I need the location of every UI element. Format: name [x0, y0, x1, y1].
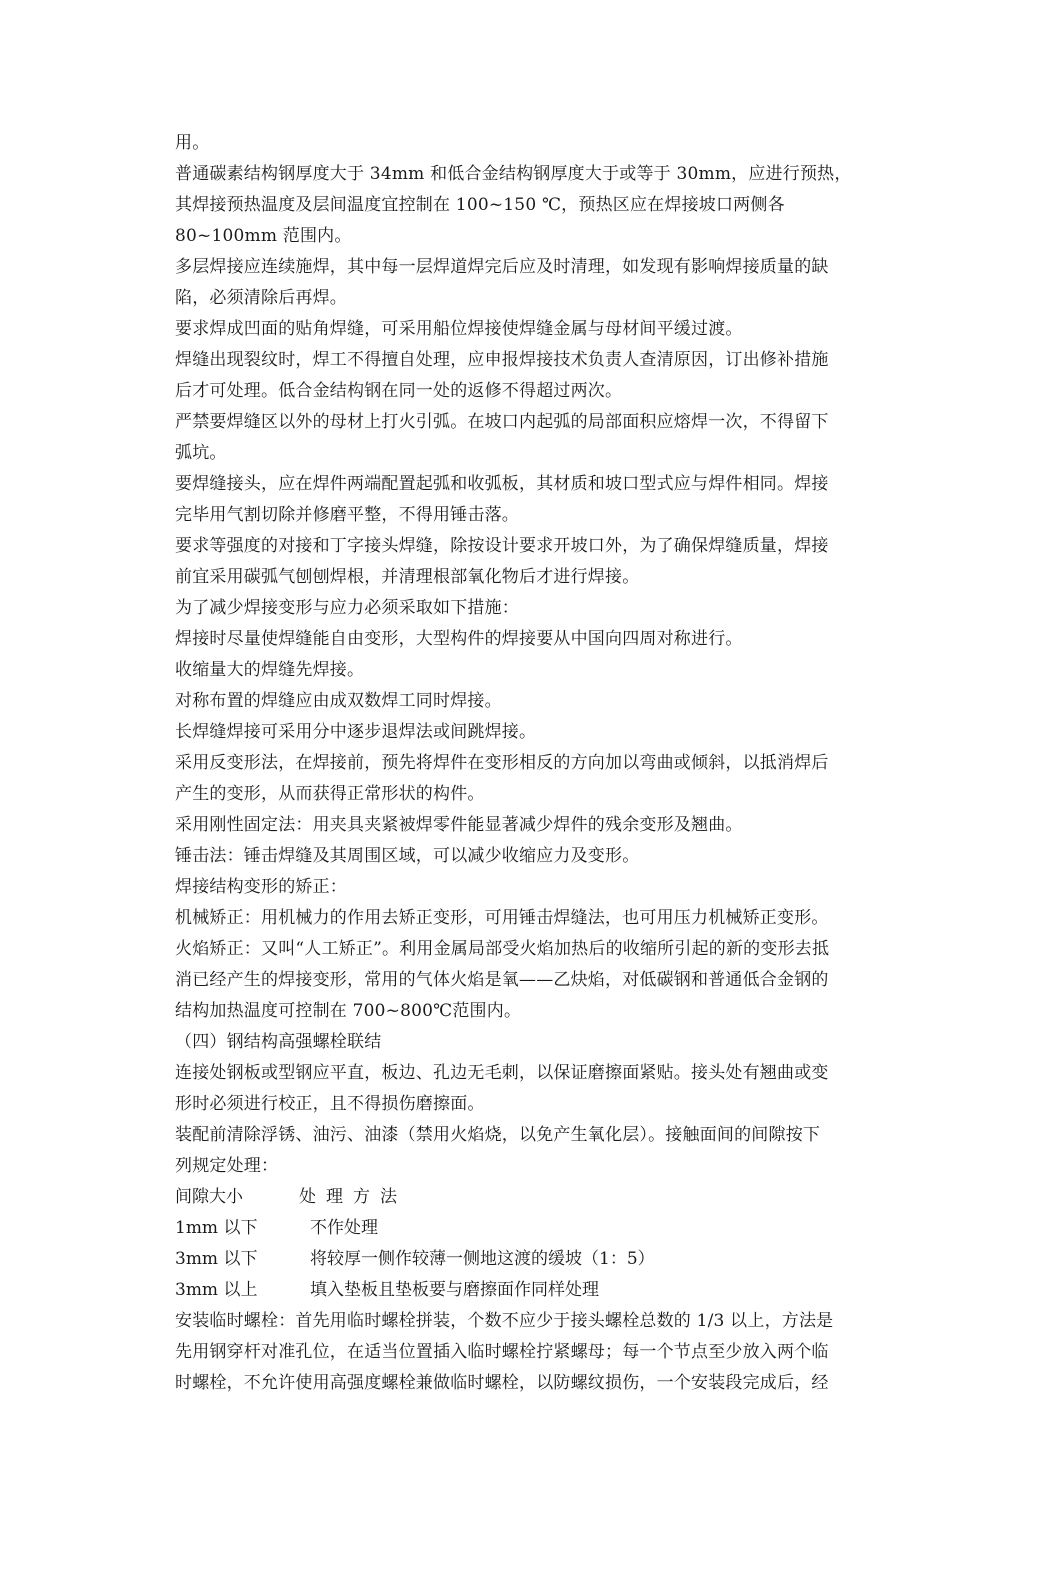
- text-line: 普通碳素结构钢厚度大于 34mm 和低合金结构钢厚度大于或等于 30mm，应进行预热，: [175, 164, 852, 184]
- text-line: 要焊缝接头，应在焊件两端配置起弧和收弧板，其材质和坡口型式应与焊件相同。焊接: [175, 474, 829, 494]
- text-line: 对称布置的焊缝应由成双数焊工同时焊接。: [175, 691, 502, 711]
- body-text: [175, 128, 875, 1182]
- method-header: 处理方法: [299, 1187, 407, 1207]
- text-line: 先用钢穿杆对准孔位，在适当位置插入临时螺栓拧紧螺母；每一个节点至少放入两个临: [175, 1342, 829, 1362]
- text-line: 要求等强度的对接和丁字接头焊缝，除按设计要求开坡口外，为了确保焊缝质量，焊接: [175, 536, 829, 556]
- text-line: 形时必须进行校正，且不得损伤磨擦面。: [175, 1094, 485, 1114]
- gap-size: 3mm 以上: [175, 1280, 258, 1300]
- text-line: 80~100mm 范围内。: [175, 226, 352, 246]
- treatment-method: 将较厚一侧作较薄一侧地这渡的缓坡（1：5）: [310, 1249, 655, 1269]
- text-line: 后才可处理。低合金结构钢在同一处的返修不得超过两次。: [175, 381, 623, 401]
- gap-size-header: 间隙大小: [175, 1187, 243, 1207]
- treatment-method: 填入垫板且垫板要与磨擦面作同样处理: [310, 1280, 599, 1300]
- gap-table-row: [175, 1244, 875, 1275]
- text-line: 其焊接预热温度及层间温度宜控制在 100~150 ℃，预热区应在焊接坡口两侧各: [175, 195, 785, 215]
- text-line: 多层焊接应连续施焊，其中每一层焊道焊完后应及时清理，如发现有影响焊接质量的缺: [175, 257, 829, 277]
- text-line: 列规定处理：: [175, 1156, 279, 1176]
- text-line: 严禁要焊缝区以外的母材上打火引弧。在坡口内起弧的局部面积应熔焊一次，不得留下: [175, 412, 829, 432]
- text-line: 前宜采用碳弧气刨刨焊根，并清理根部氧化物后才进行焊接。: [175, 567, 640, 587]
- text-line: 要求焊成凹面的贴角焊缝，可采用船位焊接使焊缝金属与母材间平缓过渡。: [175, 319, 743, 339]
- text-line: 收缩量大的焊缝先焊接。: [175, 660, 365, 680]
- gap-table-row: [175, 1213, 875, 1244]
- text-line: 长焊缝焊接可采用分中逐步退焊法或间跳焊接。: [175, 722, 537, 742]
- text-line: 弧坑。: [175, 443, 227, 463]
- text-line: 焊接时尽量使焊缝能自由变形，大型构件的焊接要从中国向四周对称进行。: [175, 629, 743, 649]
- text-line: 焊接结构变形的矫正：: [175, 877, 347, 897]
- text-line: 为了减少焊接变形与应力必须采取如下措施：: [175, 598, 519, 618]
- gap-table-header: [175, 1182, 875, 1213]
- gap-table: [175, 1182, 875, 1306]
- document-page: [175, 128, 875, 1399]
- text-line: 结构加热温度可控制在 700~800℃范围内。: [175, 1001, 522, 1021]
- text-line: 完毕用气割切除并修磨平整，不得用锤击落。: [175, 505, 519, 525]
- gap-size: 1mm 以下: [175, 1218, 258, 1238]
- text-line: 焊缝出现裂纹时，焊工不得擅自处理，应申报焊接技术负责人查清原因，订出修补措施: [175, 350, 829, 370]
- text-line: 采用刚性固定法：用夹具夹紧被焊零件能显著减少焊件的残余变形及翘曲。: [175, 815, 743, 835]
- text-line: 锤击法：锤击焊缝及其周围区域，可以减少收缩应力及变形。: [175, 846, 640, 866]
- text-line: 连接处钢板或型钢应平直，板边、孔边无毛刺，以保证磨擦面紧贴。接头处有翘曲或变: [175, 1063, 829, 1083]
- text-line: （四）钢结构高强螺栓联结: [175, 1032, 382, 1052]
- text-line: 安装临时螺栓：首先用临时螺栓拼装，个数不应少于接头螺栓总数的 1/3 以上，方法是: [175, 1311, 834, 1331]
- text-line: 采用反变形法，在焊接前，预先将焊件在变形相反的方向加以弯曲或倾斜，以抵消焊后: [175, 753, 829, 773]
- text-line: 陷，必须清除后再焊。: [175, 288, 347, 308]
- body-text-continued: [175, 1306, 875, 1399]
- text-line: 机械矫正：用机械力的作用去矫正变形，可用锤击焊缝法，也可用压力机械矫正变形。: [175, 908, 829, 928]
- text-line: 火焰矫正：又叫“人工矫正”。利用金属局部受火焰加热后的收缩所引起的新的变形去抵: [175, 939, 830, 959]
- gap-table-row: [175, 1275, 875, 1306]
- gap-size: 3mm 以下: [175, 1249, 258, 1269]
- treatment-method: 不作处理: [310, 1218, 378, 1238]
- text-line: 装配前清除浮锈、油污、油漆（禁用火焰烧，以免产生氧化层）。接触面间的间隙按下: [175, 1125, 821, 1145]
- text-line: 时螺栓，不允许使用高强度螺栓兼做临时螺栓，以防螺纹损伤，一个安装段完成后，经: [175, 1373, 829, 1393]
- text-line: 消已经产生的焊接变形，常用的气体火焰是氧——乙炔焰，对低碳钢和普通低合金钢的: [175, 970, 829, 990]
- text-line: 用。: [175, 133, 210, 153]
- text-line: 产生的变形，从而获得正常形状的构件。: [175, 784, 485, 804]
